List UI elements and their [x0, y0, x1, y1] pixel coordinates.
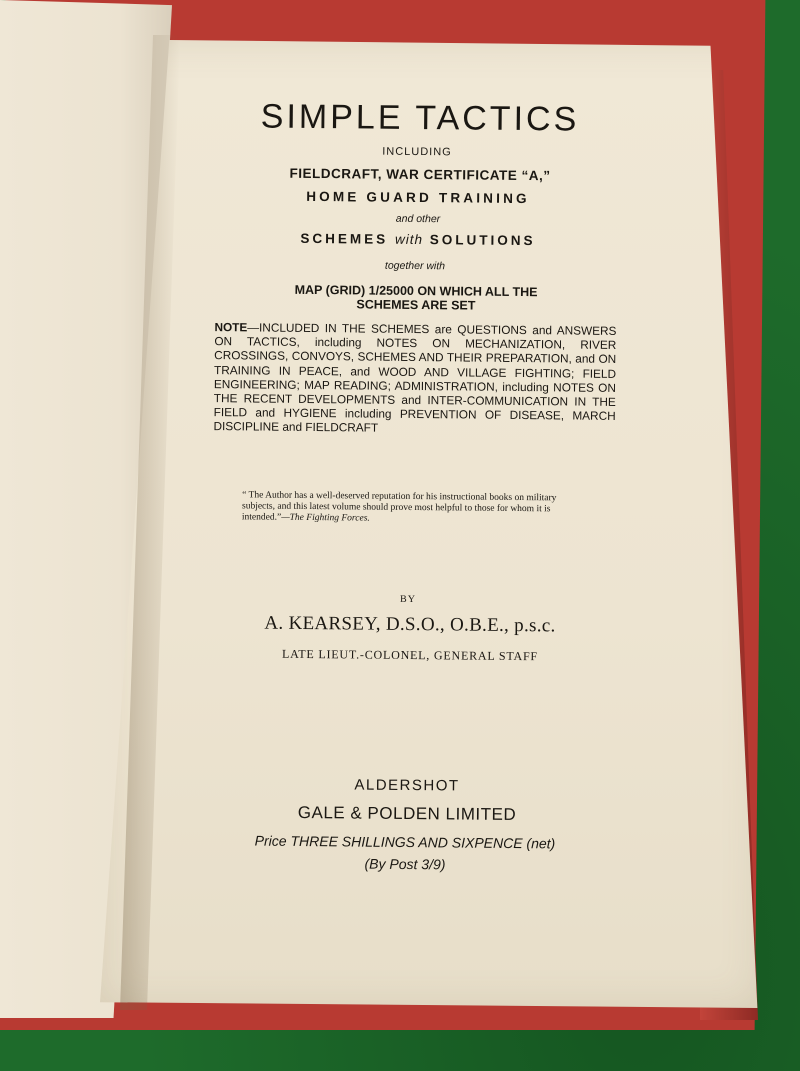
- map-note: [294, 283, 537, 313]
- subtitle-home-guard: HOME GUARD TRAINING: [306, 188, 530, 207]
- subtitle-schemes: [300, 231, 535, 248]
- note-label: NOTE: [214, 320, 248, 335]
- schemes-word: SCHEMES: [300, 230, 389, 247]
- including-label: INCLUDING: [382, 145, 452, 159]
- and-other-label: and other: [395, 212, 441, 226]
- author-name: A. KEARSEY, D.S.O., O.B.E., p.s.c.: [264, 612, 556, 637]
- together-with-label: together with: [384, 259, 446, 273]
- quote-text: “ The Author has a well-deserved reputation for his instructional books on military subjects, and this latest volume should prove most helpful to those for whom it is intended.”: [241, 490, 557, 523]
- solutions-word: SOLUTIONS: [429, 232, 536, 249]
- book-title: SIMPLE TACTICS: [260, 97, 580, 139]
- contents-note: [213, 320, 616, 437]
- publisher-place: ALDERSHOT: [354, 776, 460, 795]
- by-label: BY: [399, 593, 417, 606]
- map-note-line1: MAP (GRID) 1/25000 ON WHICH ALL THE: [294, 282, 538, 300]
- post-price-line: (By Post 3/9): [364, 855, 446, 873]
- with-word: with: [394, 231, 424, 248]
- review-quote: [242, 490, 584, 526]
- author-rank: LATE LIEUT.-COLONEL, GENERAL STAFF: [281, 646, 539, 664]
- map-note-line2: SCHEMES ARE SET: [356, 297, 476, 313]
- quote-source: —The Fighting Forces.: [281, 512, 370, 524]
- price-line: Price THREE SHILLINGS AND SIXPENCE (net): [254, 832, 556, 852]
- subtitle-fieldcraft: FIELDCRAFT, WAR CERTIFICATE “A,”: [289, 165, 551, 184]
- publisher-name: GALE & POLDEN LIMITED: [297, 802, 517, 825]
- note-text: —INCLUDED IN THE SCHEMES are QUESTIONS and ANSWERS ON TACTICS, including NOTES ON MECHANIZATION, RIVER CROSSINGS, CONVOYS, SCHEMES AND THEIR PREPARATION, and ON TRAINING IN PEACE, and WOOD AND VILLAGE FIGHTING; FIELD ENGINEERING; MAP READING; ADMINISTRATION, including NOTES ON THE RECENT DEVELOPMENTS and INTER-COMMUNICATION IN THE FIELD and HYGIENE including PREVENTION OF DISEASE, MARCH DISCIPLINE and FIELDCRAFT: [213, 320, 617, 436]
